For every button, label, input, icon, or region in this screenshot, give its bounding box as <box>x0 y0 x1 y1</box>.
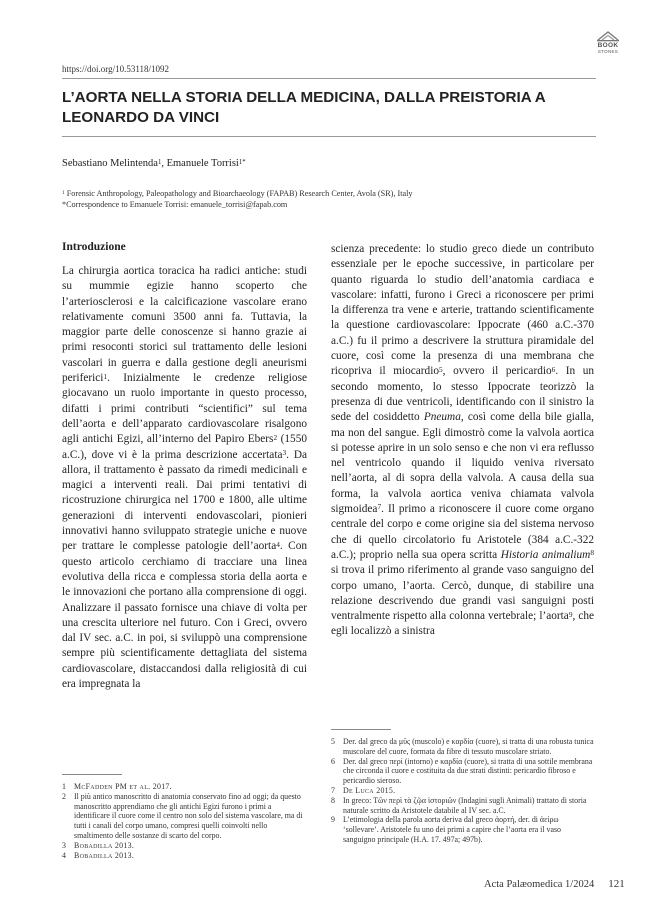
footnotes-right <box>331 729 594 845</box>
affiliation-mark: 1 <box>62 190 65 197</box>
page-footer <box>484 878 625 890</box>
footnote: 2 Il più antico manoscritto di anatomia conservato fino ad oggi; da questo manoscritto apprendiamo che gli antichi Egizi furono i primi a identificare il cuore come il centro non solo del sistema vascolare, ma di tutti i canali del corpo umano, compresi quelli coinvolti nello smaltimento delle sostanze di scarto del corpo. <box>62 791 303 840</box>
footnote-ref[interactable]: 2 <box>273 432 278 442</box>
header-rule <box>62 78 596 79</box>
footnote: 7 De Luca 2015. <box>331 785 396 795</box>
author-affiliation-mark: 1* <box>238 158 246 166</box>
footnote: 5 Der. dal greco da μῦς (muscolo) e καρδία (cuore), si tratta di una robusta tunica muscolare del cuore, formata da fibre di tessuto muscolare striato. <box>331 737 594 756</box>
logo-line-2: STONES <box>597 49 619 54</box>
footnote: 9 L’etimologia della parola aorta deriva dal greco ἀορτή, der. di ἀείρω ‘sollevare’. Aristotele fu uno dei primi a capire che l’aorta era il vaso sanguigno principale (H.A. 17. 497a; 497b). <box>331 815 561 844</box>
body-column-right <box>331 242 594 640</box>
author-name: Sebastiano Melintenda <box>62 158 158 169</box>
footnote-ref[interactable]: 3 <box>282 448 287 457</box>
title-rule <box>62 136 596 137</box>
footnote-ref[interactable]: 4 <box>276 539 280 549</box>
affiliations <box>62 188 596 210</box>
author-separator: , <box>161 158 167 169</box>
footnote-ref[interactable]: 9 <box>568 609 573 619</box>
footnote: 4 Bobadilla 2013. <box>62 850 135 860</box>
page-number: 121 <box>608 878 625 890</box>
footnote-ref[interactable]: 1 <box>103 371 108 381</box>
logo-line-1: BOOK <box>597 42 619 49</box>
doi-link[interactable]: https://doi.org/10.53118/1092 <box>62 64 170 74</box>
journal-issue: Acta Palæomedica 1/2024 <box>484 879 595 890</box>
author-name: Emanuele Torrisi <box>166 158 239 169</box>
footnote: 3 Bobadilla 2013. <box>62 840 135 850</box>
footnote-ref[interactable]: 7 <box>377 502 382 512</box>
footnote: 8 In greco: Τῶν περὶ τὰ ζῷα ἱστοριῶν (Indagini sugli Animali) trattato di storia naturale scritto da Aristotele databile al IV sec. a.C. <box>331 795 587 815</box>
footnote-rule <box>62 774 122 775</box>
article-title: L’AORTA NELLA STORIA DELLA MEDICINA, DALLA PREISTORIA A LEONARDO DA VINCI <box>62 89 546 126</box>
footnote: 1 McFadden PM et al. 2017. <box>62 782 172 791</box>
affiliation-line: $^1$ Forensic Anthropology, Paleopathology and Bioarchaeology (FAPAB) Research Center, Avola (SR), Italy <box>62 189 413 198</box>
author-affiliation-mark: 1 <box>157 158 162 166</box>
book-stones-icon <box>595 28 621 42</box>
footnote: 6 Der. dal greco περί (intorno) e καρδία (cuore), si tratta di una sottile membrana che circonda il cuore e costituita da due strati distinti: pericardio fibroso e pericardio sieroso. <box>331 756 593 786</box>
publisher-logo <box>590 28 626 54</box>
correspondence-line: *Correspondence to Emanuele Torrisi: emanuele_torrisi@fapab.com <box>62 200 288 209</box>
footnote-ref[interactable]: 5 <box>439 364 443 374</box>
paragraph: La chirurgia aortica toracica ha radici antiche: studi su mummie egizie hanno scoperto che l’arteriosclerosi e la calcificazione vascolare erano relativamente comuni 3500 anni fa. Tuttavia, la maggior parte delle conoscenze si hanno grazie ai primi resoconti storici sul trattamento delle lesioni vascolari in guerra e dalla gestione degli aneurismi periferici$^1$. Inizialmente le credenze religiose giocavano un ruolo importante in questo processo, difatti i primi contributi “scientifici” sul tema dell’aorta e dell’apparato cardiovascolare risalgono agli antichi Egizi, all’interno del Papiro Ebers$^2$ (1550 a.C.), dove vi è la prima descrizione accertata$^3$. Da allora, il trattamento è passato da rimedi medicinali e magici a interventi reali. Dai primi tentativi di ricostruzione chirurgica nel 1700 e 1800, alle ultime generazioni di interventi endovascolari, pionieri innovativi hanno sviluppato strategie uniche e nuove per trattare le complesse patologie dell’aorta$^4$. Con questo articolo cerchiamo di tracciare una linea evolutiva della ricca e complessa storia della aorta e le innovazioni che portano alla comprensione di oggi. Analizzare il passato fornisce una chiave di volta per una crescita ulteriore nel futuro. Con i Greci, ovvero dal IV sec. a.C. in poi, si sviluppò una comprensione sempre più scientificamente dettagliata del sistema cardiovascolare, distaccandosi dalla religiosità di cui era impregnata la <box>62 265 308 691</box>
body-column-left <box>62 264 307 692</box>
section-heading: Introduzione <box>62 241 126 253</box>
footnote-ref[interactable]: 8 <box>590 548 594 558</box>
footnote-rule <box>331 729 391 730</box>
author-list <box>62 158 246 169</box>
footnotes-left <box>62 774 307 860</box>
footnote-ref[interactable]: 6 <box>551 364 556 374</box>
paragraph: scienza precedente: lo studio greco diede un contributo essenziale per le epoche successive, in particolare per quanto riguarda lo studio dell’anatomia cardiaca e vascolare: infatti, furono i Greci a riconoscere per primi la differenza tra vene e arterie, trattando scientificamente la questione cardiovascolare: Ippocrate (460 a.C.-370 a.C.) fu il primo a descrivere la struttura piramidale del cuore, così come la presenza di una membrana che ricopriva il miocardio$^5$, ovvero il pericardio$^6$. In un secondo momento, lo stesso Ippocrate teorizzò la presenza di due ventricoli, identificando con il sinistro la sede del cosiddetto Pneuma, così come della bile gialla, ma non del sangue. Egli dimostrò come la valvola aortica si potesse aprire in un solo senso e che non vi era reflusso nel ventricolo quando il liquido veniva riversato nell’aorta, al di sopra della valvola. A causa della sua forma, la valvola aortica veniva chiamata valvola sigmoidea$^7$. Il primo a riconoscere il cuore come organo centrale del corpo e come origine sia del sistema nervoso che di quello circolatorio fu Aristotele (384 a.C.-322 a.C.); proprio nella sua opera scritta Historia animalium$^8$ si trova il primo riferimento al grande vaso sanguigno del corpo umano, l’aorta. Cercò, dunque, di stabilire una relazione descrivendo due grandi vasi sanguigni posti ventralmente rispetto alla colonna vertebrale; l’aorta$^9$, che egli localizzò a sinistra <box>331 243 595 638</box>
